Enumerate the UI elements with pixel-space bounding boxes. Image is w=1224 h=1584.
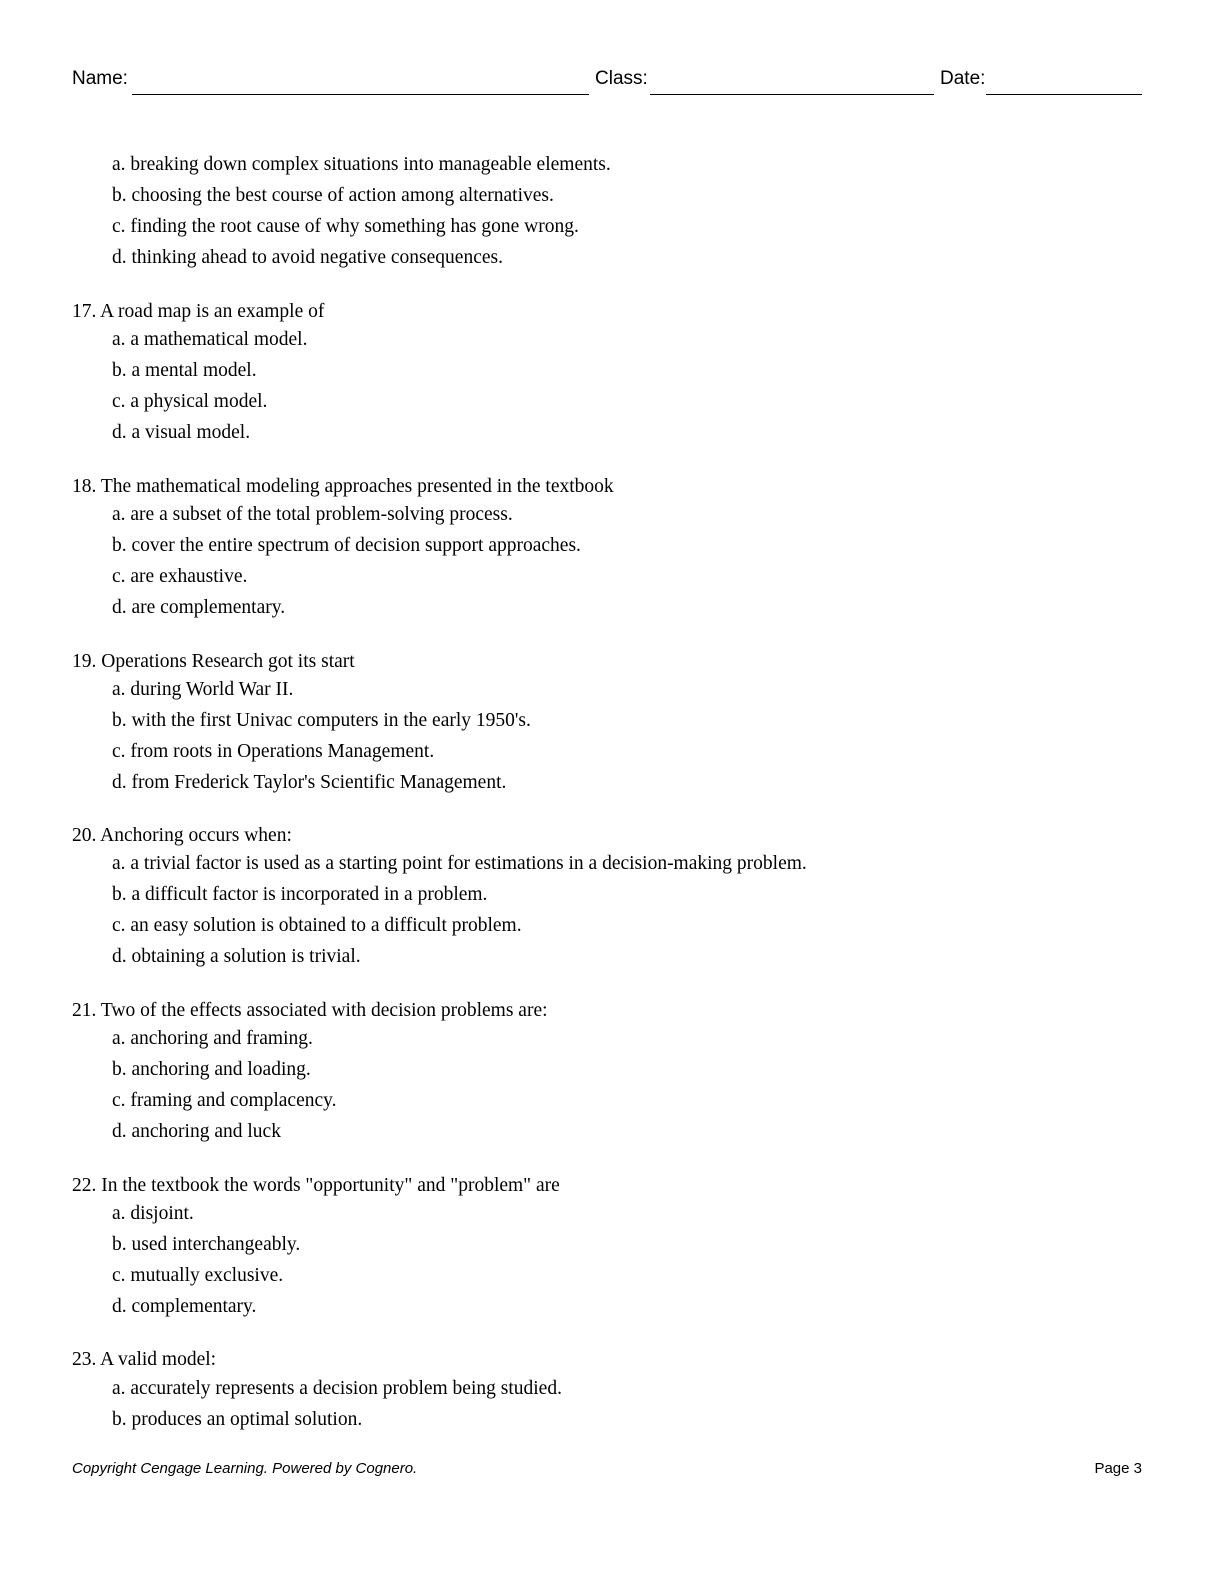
question-stem: 23. A valid model:	[72, 1349, 217, 1370]
name-label: Name:	[72, 68, 128, 89]
answer-option: b. used interchangeably.	[112, 1234, 301, 1255]
answer-option: a. a mathematical model.	[112, 329, 308, 350]
answer-option: c. are exhaustive.	[112, 566, 248, 587]
answer-option: c. a physical model.	[112, 391, 268, 412]
answer-option: d. anchoring and luck	[112, 1121, 281, 1142]
answer-option: b. a difficult factor is incorporated in a problem.	[112, 884, 488, 905]
answer-option: c. from roots in Operations Management.	[112, 741, 435, 762]
answer-option: a. accurately represents a decision problem being studied.	[112, 1378, 562, 1399]
answer-option: b. with the first Univac computers in the early 1950's.	[112, 710, 531, 731]
answer-option: b. anchoring and loading.	[112, 1059, 311, 1080]
name-field-line[interactable]	[132, 94, 589, 95]
worksheet-header	[72, 68, 1142, 98]
question-stem: 17. A road map is an example of	[72, 301, 325, 322]
answer-option: a. anchoring and framing.	[112, 1028, 313, 1049]
answer-option: b. cover the entire spectrum of decision support approaches.	[112, 535, 581, 556]
page-number: Page 3	[1094, 1460, 1142, 1477]
answer-option: d. complementary.	[112, 1296, 257, 1317]
class-field-line[interactable]	[650, 94, 934, 95]
answer-option: a. during World War II.	[112, 679, 294, 700]
date-label: Date:	[940, 68, 986, 89]
answer-option: c. framing and complacency.	[112, 1090, 337, 1111]
answer-option: a. are a subset of the total problem-solving process.	[112, 504, 513, 525]
answer-option: b. produces an optimal solution.	[112, 1409, 363, 1430]
answer-option: d. obtaining a solution is trivial.	[112, 946, 361, 967]
answer-option: c. mutually exclusive.	[112, 1265, 284, 1286]
answer-option: c. finding the root cause of why something has gone wrong.	[112, 216, 579, 237]
answer-option: a. disjoint.	[112, 1203, 194, 1224]
question-stem: 18. The mathematical modeling approaches presented in the textbook	[72, 476, 614, 497]
class-label: Class:	[595, 68, 648, 89]
question-stem: 20. Anchoring occurs when:	[72, 825, 292, 846]
answer-option: c. an easy solution is obtained to a difficult problem.	[112, 915, 522, 936]
answer-option: d. a visual model.	[112, 422, 251, 443]
answer-option: d. thinking ahead to avoid negative consequences.	[112, 247, 503, 268]
answer-option: d. from Frederick Taylor's Scientific Management.	[112, 772, 507, 793]
answer-option: a. breaking down complex situations into manageable elements.	[112, 154, 611, 175]
answer-option: d. are complementary.	[112, 597, 286, 618]
question-stem: 22. In the textbook the words "opportunity" and "problem" are	[72, 1175, 560, 1196]
answer-option: b. choosing the best course of action among alternatives.	[112, 185, 554, 206]
question-stem: 21. Two of the effects associated with decision problems are:	[72, 1000, 548, 1021]
answer-option: a. a trivial factor is used as a starting point for estimations in a decision-making problem.	[112, 853, 807, 874]
footer-copyright: Copyright Cengage Learning. Powered by Cognero.	[72, 1460, 418, 1477]
date-field-line[interactable]	[986, 94, 1142, 95]
question-stem: 19. Operations Research got its start	[72, 651, 355, 672]
answer-option: b. a mental model.	[112, 360, 257, 381]
